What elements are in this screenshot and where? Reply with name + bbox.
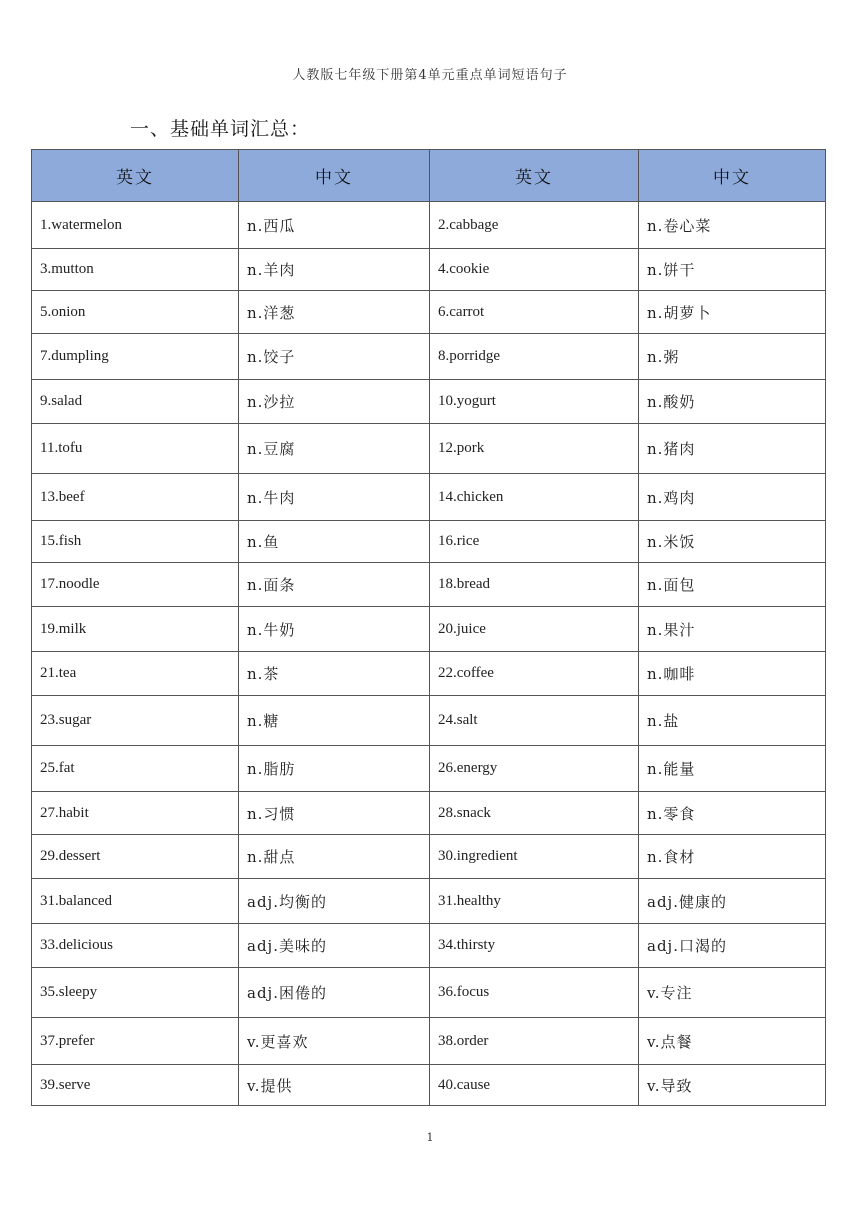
header-chinese: 中文: [639, 150, 826, 202]
chinese-meaning-cell: n.猪肉: [639, 424, 826, 474]
chinese-meaning-cell: n.糖: [239, 696, 430, 746]
table-row: [32, 202, 826, 249]
chinese-meaning-cell: n.米饭: [639, 521, 826, 563]
chinese-meaning-cell: n.沙拉: [239, 380, 430, 424]
table-row: [32, 249, 826, 291]
chinese-meaning-cell: n.脂肪: [239, 746, 430, 792]
chinese-meaning-cell: n.面包: [639, 563, 826, 607]
english-word-cell: 38.order: [430, 1018, 639, 1065]
english-word-cell: 26.energy: [430, 746, 639, 792]
chinese-meaning-cell: n.零食: [639, 792, 826, 835]
english-word-cell: 37.prefer: [32, 1018, 239, 1065]
english-word-cell: 40.cause: [430, 1065, 639, 1106]
english-word-cell: 8.porridge: [430, 334, 639, 380]
english-word-cell: 30.ingredient: [430, 835, 639, 879]
chinese-meaning-cell: n.甜点: [239, 835, 430, 879]
chinese-meaning-cell: n.饺子: [239, 334, 430, 380]
chinese-meaning-cell: adj.美味的: [239, 924, 430, 968]
chinese-meaning-cell: n.饼干: [639, 249, 826, 291]
english-word-cell: 28.snack: [430, 792, 639, 835]
chinese-meaning-cell: adj.均衡的: [239, 879, 430, 924]
english-word-cell: 39.serve: [32, 1065, 239, 1106]
english-word-cell: 33.delicious: [32, 924, 239, 968]
table-row: [32, 521, 826, 563]
table-row: [32, 924, 826, 968]
english-word-cell: 13.beef: [32, 474, 239, 521]
chinese-meaning-cell: n.粥: [639, 334, 826, 380]
english-word-cell: 34.thirsty: [430, 924, 639, 968]
table-row: [32, 291, 826, 334]
english-word-cell: 12.pork: [430, 424, 639, 474]
table-row: [32, 879, 826, 924]
chinese-meaning-cell: n.羊肉: [239, 249, 430, 291]
english-word-cell: 19.milk: [32, 607, 239, 652]
english-word-cell: 24.salt: [430, 696, 639, 746]
english-word-cell: 20.juice: [430, 607, 639, 652]
english-word-cell: 2.cabbage: [430, 202, 639, 249]
table-header-row: [32, 150, 826, 202]
chinese-meaning-cell: n.能量: [639, 746, 826, 792]
english-word-cell: 31.balanced: [32, 879, 239, 924]
table-row: [32, 696, 826, 746]
table-row: [32, 652, 826, 696]
english-word-cell: 6.carrot: [430, 291, 639, 334]
vocabulary-table: [31, 149, 826, 1106]
chinese-meaning-cell: v.专注: [639, 968, 826, 1018]
chinese-meaning-cell: n.西瓜: [239, 202, 430, 249]
chinese-meaning-cell: n.面条: [239, 563, 430, 607]
chinese-meaning-cell: n.食材: [639, 835, 826, 879]
chinese-meaning-cell: n.牛奶: [239, 607, 430, 652]
english-word-cell: 7.dumpling: [32, 334, 239, 380]
english-word-cell: 23.sugar: [32, 696, 239, 746]
english-word-cell: 1.watermelon: [32, 202, 239, 249]
table-row: [32, 424, 826, 474]
chinese-meaning-cell: n.胡萝卜: [639, 291, 826, 334]
chinese-meaning-cell: n.酸奶: [639, 380, 826, 424]
header-english: 英文: [430, 150, 639, 202]
chinese-meaning-cell: adj.健康的: [639, 879, 826, 924]
chinese-meaning-cell: n.鸡肉: [639, 474, 826, 521]
table-row: [32, 1065, 826, 1106]
english-word-cell: 14.chicken: [430, 474, 639, 521]
page-number: 1: [426, 1131, 434, 1144]
chinese-meaning-cell: n.果汁: [639, 607, 826, 652]
header-chinese: 中文: [239, 150, 430, 202]
table-row: [32, 607, 826, 652]
chinese-meaning-cell: n.习惯: [239, 792, 430, 835]
chinese-meaning-cell: n.豆腐: [239, 424, 430, 474]
english-word-cell: 4.cookie: [430, 249, 639, 291]
chinese-meaning-cell: n.盐: [639, 696, 826, 746]
chinese-meaning-cell: v.导致: [639, 1065, 826, 1106]
chinese-meaning-cell: n.牛肉: [239, 474, 430, 521]
table-row: [32, 968, 826, 1018]
section-title: 一、基础单词汇总：: [130, 118, 311, 140]
english-word-cell: 9.salad: [32, 380, 239, 424]
english-word-cell: 17.noodle: [32, 563, 239, 607]
table-row: [32, 746, 826, 792]
page-header: 人教版七年级下册第4单元重点单词短语句子: [292, 68, 568, 83]
english-word-cell: 29.dessert: [32, 835, 239, 879]
english-word-cell: 36.focus: [430, 968, 639, 1018]
english-word-cell: 3.mutton: [32, 249, 239, 291]
english-word-cell: 16.rice: [430, 521, 639, 563]
header-english: 英文: [32, 150, 239, 202]
english-word-cell: 22.coffee: [430, 652, 639, 696]
english-word-cell: 5.onion: [32, 291, 239, 334]
table-body: [32, 202, 826, 1106]
chinese-meaning-cell: n.鱼: [239, 521, 430, 563]
table-row: [32, 334, 826, 380]
english-word-cell: 25.fat: [32, 746, 239, 792]
chinese-meaning-cell: adj.口渴的: [639, 924, 826, 968]
chinese-meaning-cell: n.咖啡: [639, 652, 826, 696]
english-word-cell: 21.tea: [32, 652, 239, 696]
table-row: [32, 835, 826, 879]
english-word-cell: 35.sleepy: [32, 968, 239, 1018]
english-word-cell: 11.tofu: [32, 424, 239, 474]
chinese-meaning-cell: v.更喜欢: [239, 1018, 430, 1065]
table-row: [32, 1018, 826, 1065]
chinese-meaning-cell: n.洋葱: [239, 291, 430, 334]
table-row: [32, 563, 826, 607]
table-row: [32, 792, 826, 835]
chinese-meaning-cell: adj.困倦的: [239, 968, 430, 1018]
chinese-meaning-cell: n.茶: [239, 652, 430, 696]
english-word-cell: 10.yogurt: [430, 380, 639, 424]
table-row: [32, 474, 826, 521]
table-row: [32, 380, 826, 424]
chinese-meaning-cell: n.卷心菜: [639, 202, 826, 249]
english-word-cell: 31.healthy: [430, 879, 639, 924]
english-word-cell: 15.fish: [32, 521, 239, 563]
english-word-cell: 27.habit: [32, 792, 239, 835]
chinese-meaning-cell: v.点餐: [639, 1018, 826, 1065]
english-word-cell: 18.bread: [430, 563, 639, 607]
chinese-meaning-cell: v.提供: [239, 1065, 430, 1106]
